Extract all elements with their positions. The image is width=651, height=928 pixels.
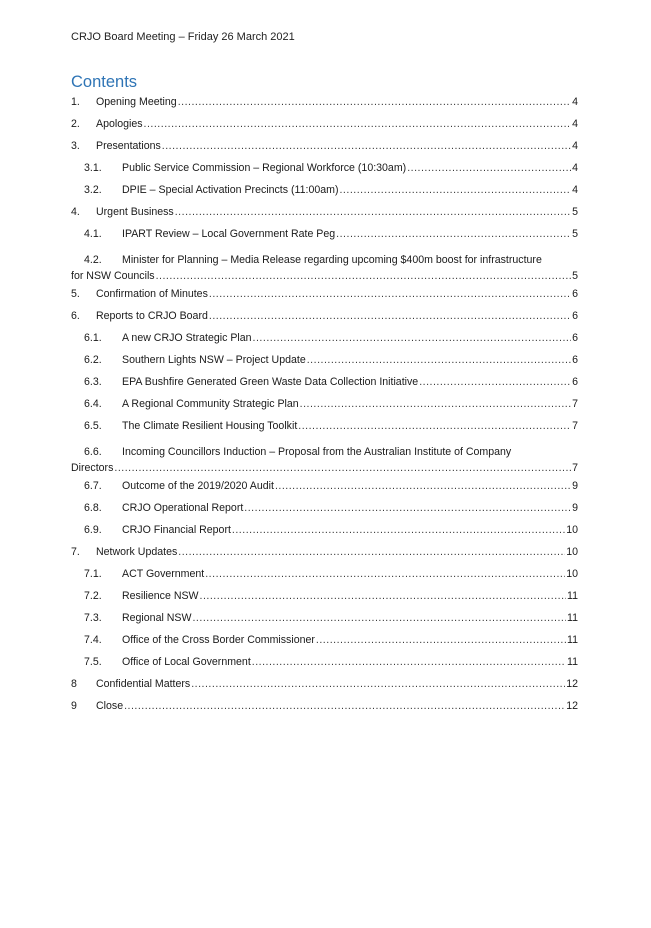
toc-number: 6.3. xyxy=(84,376,102,388)
toc-title: Network Updates xyxy=(96,546,178,558)
toc-number: 6.2. xyxy=(84,354,102,366)
toc-leader xyxy=(200,589,566,604)
toc-leader xyxy=(407,161,571,176)
toc-number: 2. xyxy=(71,118,80,130)
toc-page-number: 7 xyxy=(572,462,578,474)
toc-page-number: 4 xyxy=(572,96,578,108)
toc-entry-network-updates[interactable] xyxy=(71,545,578,567)
toc-page-number: 4 xyxy=(572,140,578,152)
toc-entry-operational-report[interactable] xyxy=(71,501,578,523)
toc-entry-audit-outcome[interactable] xyxy=(71,479,578,501)
toc-title: Regional NSW xyxy=(122,612,192,624)
toc-number: 6.9. xyxy=(84,524,102,536)
toc-entry-climate-housing-toolkit[interactable] xyxy=(71,419,578,441)
toc-page-number: 9 xyxy=(572,480,578,492)
toc-number: 6.5. xyxy=(84,420,102,432)
toc-number: 7. xyxy=(71,546,80,558)
toc-entry-public-service-commission[interactable] xyxy=(71,161,578,183)
toc-page-number: 6 xyxy=(572,354,578,366)
toc-leader xyxy=(205,567,565,582)
toc-page-number: 11 xyxy=(567,634,578,646)
toc-page-number: 10 xyxy=(566,546,578,558)
toc-number: 6.1. xyxy=(84,332,102,344)
toc-leader xyxy=(114,460,571,476)
toc-leader xyxy=(336,227,571,242)
toc-leader xyxy=(298,419,571,434)
toc-entry-reports-to-board[interactable] xyxy=(71,309,578,331)
toc-title: Opening Meeting xyxy=(96,96,177,108)
toc-leader xyxy=(307,353,571,368)
toc-number: 4.2. xyxy=(84,254,102,266)
contents-title: Contents xyxy=(71,73,138,91)
toc-page-number: 7 xyxy=(572,420,578,432)
toc-number: 7.2. xyxy=(84,590,102,602)
toc-page-number: 10 xyxy=(566,568,578,580)
toc-page-number: 12 xyxy=(566,700,578,712)
toc-number: 8 xyxy=(71,678,77,690)
toc-entry-apologies[interactable] xyxy=(71,117,578,139)
toc-leader xyxy=(232,523,565,538)
toc-page-number: 9 xyxy=(572,502,578,514)
toc-page-number: 6 xyxy=(572,310,578,322)
toc-number: 6.6. xyxy=(84,446,102,458)
toc-entry-close[interactable] xyxy=(71,699,578,721)
toc-leader xyxy=(275,479,571,494)
toc-title: Resilience NSW xyxy=(122,590,199,602)
toc-title: IPART Review – Local Government Rate Peg xyxy=(122,228,336,240)
toc-leader xyxy=(178,545,565,560)
toc-title: CRJO Financial Report xyxy=(122,524,231,536)
toc-title: Close xyxy=(96,700,124,712)
toc-entry-office-local-government[interactable] xyxy=(71,655,578,677)
toc-title: A Regional Community Strategic Plan xyxy=(122,398,299,410)
toc-leader xyxy=(300,397,571,412)
toc-leader xyxy=(252,655,566,670)
toc-number: 6.8. xyxy=(84,502,102,514)
toc-number: 6. xyxy=(71,310,80,322)
toc-number: 7.4. xyxy=(84,634,102,646)
toc-leader xyxy=(175,205,571,220)
toc-entry-councillors-induction[interactable] xyxy=(71,441,578,479)
toc-title: Reports to CRJO Board xyxy=(96,310,208,322)
toc-title: Presentations xyxy=(96,140,161,152)
toc-page-number: 4 xyxy=(572,162,578,174)
toc-title: Confidential Matters xyxy=(96,678,191,690)
toc-title: Confirmation of Minutes xyxy=(96,288,208,300)
page-header: CRJO Board Meeting – Friday 26 March 2021 xyxy=(71,31,295,43)
toc-title: EPA Bushfire Generated Green Waste Data Collection Initiative xyxy=(122,376,419,388)
toc-number: 7.5. xyxy=(84,656,102,668)
toc-page-number: 5 xyxy=(572,206,578,218)
toc-entry-urgent-business[interactable] xyxy=(71,205,578,227)
toc-title: Incoming Councillors Induction – Proposal from the Australian Institute of Company xyxy=(122,446,512,458)
toc-title: Outcome of the 2019/2020 Audit xyxy=(122,480,274,492)
toc-entry-confidential-matters[interactable] xyxy=(71,677,578,699)
toc-leader xyxy=(209,309,571,324)
toc-leader xyxy=(191,677,565,692)
toc-leader xyxy=(244,501,571,516)
toc-number: 3.1. xyxy=(84,162,102,174)
toc-title: Minister for Planning – Media Release regarding upcoming $400m boost for infrastructure xyxy=(122,254,542,266)
toc-title: The Climate Resilient Housing Toolkit xyxy=(122,420,298,432)
toc-title: A new CRJO Strategic Plan xyxy=(122,332,252,344)
toc-leader xyxy=(124,699,565,714)
toc-number: 3. xyxy=(71,140,80,152)
toc-page-number: 6 xyxy=(572,376,578,388)
toc-leader xyxy=(253,331,572,346)
toc-page-number: 10 xyxy=(566,524,578,536)
toc-page-number: 11 xyxy=(567,656,578,668)
toc-number: 4.1. xyxy=(84,228,102,240)
toc-entry-regional-nsw[interactable] xyxy=(71,611,578,633)
toc-number: 7.1. xyxy=(84,568,102,580)
toc-number: 7.3. xyxy=(84,612,102,624)
toc-leader xyxy=(339,183,571,198)
toc-title-continued: for NSW Councils xyxy=(71,270,155,282)
toc-title: Apologies xyxy=(96,118,143,130)
toc-number: 6.4. xyxy=(84,398,102,410)
toc-leader xyxy=(192,611,566,626)
toc-entry-cross-border-commissioner[interactable] xyxy=(71,633,578,655)
toc-page-number: 5 xyxy=(572,228,578,240)
toc-page-number: 7 xyxy=(572,398,578,410)
toc-entry-epa-bushfire[interactable] xyxy=(71,375,578,397)
toc-number: 1. xyxy=(71,96,80,108)
toc-entry-southern-lights[interactable] xyxy=(71,353,578,375)
toc-entry-dpie[interactable] xyxy=(71,183,578,205)
toc-page-number: 4 xyxy=(572,118,578,130)
toc-leader xyxy=(162,139,571,154)
toc-title: DPIE – Special Activation Precincts (11:00am) xyxy=(122,184,339,196)
toc-number: 5. xyxy=(71,288,80,300)
toc-entry-strategic-plan[interactable] xyxy=(71,331,578,353)
toc-title: CRJO Operational Report xyxy=(122,502,244,514)
toc-page-number: 6 xyxy=(572,332,578,344)
toc-page-number: 11 xyxy=(567,612,578,624)
toc-leader xyxy=(209,287,571,302)
toc-leader xyxy=(178,95,571,110)
toc-page-number: 4 xyxy=(572,184,578,196)
table-of-contents xyxy=(71,95,578,721)
toc-leader xyxy=(316,633,566,648)
toc-leader xyxy=(144,117,572,132)
toc-leader xyxy=(419,375,571,390)
toc-number: 3.2. xyxy=(84,184,102,196)
toc-entry-presentations[interactable] xyxy=(71,139,578,161)
toc-entry-resilience-nsw[interactable] xyxy=(71,589,578,611)
toc-number: 9 xyxy=(71,700,77,712)
toc-entry-minister-for-planning[interactable] xyxy=(71,249,578,287)
toc-page-number: 6 xyxy=(572,288,578,300)
toc-title: Urgent Business xyxy=(96,206,174,218)
toc-page-number: 5 xyxy=(572,270,578,282)
toc-entry-financial-report[interactable] xyxy=(71,523,578,545)
toc-title: Office of Local Government xyxy=(122,656,251,668)
toc-title: Office of the Cross Border Commissioner xyxy=(122,634,315,646)
toc-title: ACT Government xyxy=(122,568,205,580)
toc-entry-ipart-review[interactable] xyxy=(71,227,578,249)
toc-number: 4. xyxy=(71,206,80,218)
toc-title: Public Service Commission – Regional Workforce (10:30am) xyxy=(122,162,407,174)
toc-page-number: 12 xyxy=(566,678,578,690)
toc-entry-confirmation-of-minutes[interactable] xyxy=(71,287,578,309)
toc-title-continued: Directors xyxy=(71,462,114,474)
toc-entry-opening-meeting[interactable] xyxy=(71,95,578,117)
toc-entry-regional-community-plan[interactable] xyxy=(71,397,578,419)
toc-page-number: 11 xyxy=(567,590,578,602)
toc-entry-act-government[interactable] xyxy=(71,567,578,589)
toc-leader xyxy=(156,268,572,284)
toc-title: Southern Lights NSW – Project Update xyxy=(122,354,306,366)
toc-number: 6.7. xyxy=(84,480,102,492)
